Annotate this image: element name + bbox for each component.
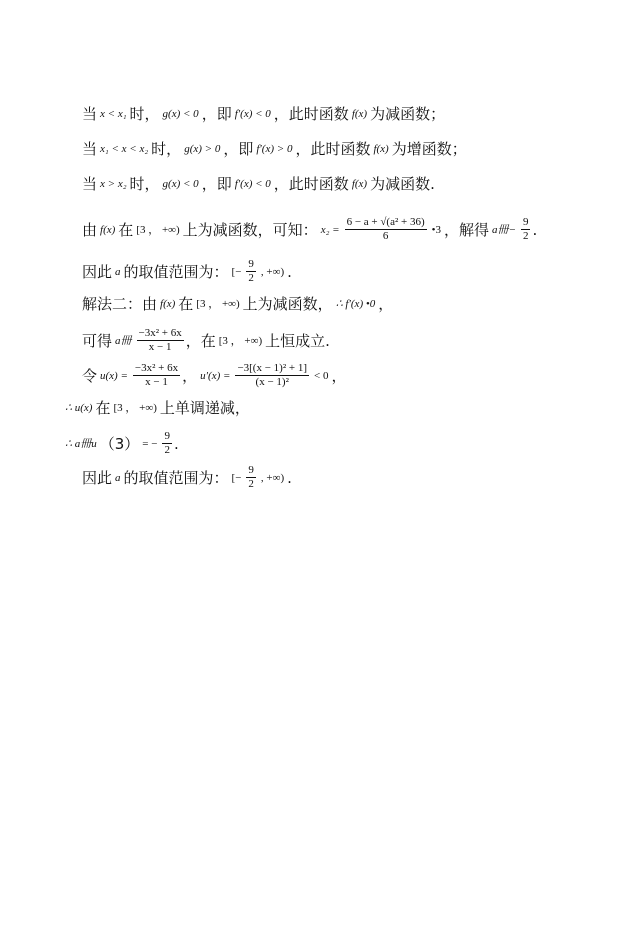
fraction [137,327,184,354]
solution-line-5 [82,258,292,285]
text-segment: . [287,262,292,281]
text-segment: 当 [82,140,98,158]
math-expression: [3 ， +∞) [136,223,180,236]
math-expression: g(x) < 0 [162,108,199,120]
fraction [235,362,309,389]
text-segment: 上单调递减， [159,399,250,417]
math-expression: ∴ a冊u [65,437,97,450]
text-segment: （3） [99,434,140,453]
math-expression: a [115,265,121,278]
fraction [133,362,180,389]
math-expression: g(x) > 0 [184,143,221,155]
math-expression: , +∞) [260,265,285,278]
math-expression: f′(x) < 0 [234,108,271,120]
text-segment: . [173,434,179,453]
text-segment: ，即 [201,175,232,193]
fraction-numerator: 9 [248,464,254,476]
text-segment: 在 [118,220,134,239]
fraction-numerator: −3x² + 6x [134,362,179,374]
math-expression: x < x₁ [100,108,127,120]
text-segment: 上为减函数，可知： [182,220,318,239]
text-segment: ，即 [223,140,254,158]
solution-line-7 [82,327,330,354]
text-segment: 的取值范围为： [123,262,229,281]
fraction-denominator: 6 [382,230,389,242]
text-segment: ，此时函数 [295,140,371,158]
text-segment: 时， [129,105,160,123]
text-segment: 因此 [82,262,113,281]
solution-line-11 [82,464,292,491]
text-segment: 可得 [82,331,113,350]
fraction-numerator: −3[(x − 1)² + 1] [237,362,307,374]
text-segment: ，解得 [443,220,489,239]
solution-line-6 [82,294,393,314]
text-segment: 上恒成立. [265,331,330,350]
math-expression: [− [231,471,242,484]
math-expression: f(x) [160,298,176,310]
math-expression: , +∞) [260,471,285,484]
math-expression: [3 ， +∞) [113,402,157,414]
math-expression: a [115,471,121,484]
text-segment: 在 [178,295,194,313]
fraction-numerator: 9 [522,216,529,228]
math-expression: [3 ， +∞) [218,334,263,347]
fraction [162,430,172,457]
math-expression: [3 ， +∞) [196,298,240,310]
text-segment: 时， [129,175,160,193]
text-segment: 因此 [82,468,113,487]
fraction [246,464,256,491]
solution-line-10 [62,430,179,457]
math-expression: f(x) [351,178,368,190]
math-expression: •3 [431,223,441,236]
text-segment: ，此时函数 [273,175,349,193]
fraction-numerator: 6 − a + √(a² + 36) [346,216,425,228]
fraction [246,258,256,285]
fraction-numerator: −3x² + 6x [138,327,182,339]
text-segment: 为增函数； [391,140,467,158]
text-segment: ，在 [185,331,216,350]
text-segment: 由 [82,220,98,239]
text-segment: 当 [82,105,98,123]
text-segment: ，即 [201,105,232,123]
text-segment: . [287,468,292,487]
math-expression: = − [142,437,158,450]
fraction-denominator: x − 1 [148,341,172,353]
solution-line-1 [82,104,445,124]
fraction-denominator: (x − 1)² [255,376,289,388]
fraction-denominator: 2 [248,272,254,284]
math-expression: a冊− [492,223,516,236]
math-expression: ∴ f′(x) •0 [335,298,376,310]
math-expression: a冊 [115,334,132,347]
solution-line-3 [82,174,435,194]
text-segment: 在 [95,399,111,417]
fraction-numerator: 9 [248,258,254,270]
math-expression: u′(x) = [200,369,231,382]
math-expression: f(x) [373,143,389,155]
text-segment: 时， [151,140,182,158]
solution-line-8 [82,362,346,389]
math-expression: x₁ < x < x₂ [100,143,149,155]
solution-line-9 [62,398,250,418]
text-segment: 为减函数. [370,175,435,193]
text-segment: ，此时函数 [273,105,349,123]
math-expression: x > x₂ [100,178,127,190]
text-segment: 为减函数； [370,105,446,123]
math-expression: < 0 [314,369,329,382]
fraction-denominator: 2 [248,478,254,490]
math-expression: f′(x) > 0 [256,143,293,155]
math-expression: f(x) [100,223,116,236]
text-segment: ， [331,366,347,385]
math-expression: u(x) = [100,369,128,382]
solution-line-2 [82,139,467,159]
text-segment: 当 [82,175,98,193]
text-segment: 令 [82,366,98,385]
math-expression: f′(x) < 0 [234,178,271,190]
fraction-denominator: x − 1 [145,376,168,388]
math-expression: [− [231,265,242,278]
text-segment: 解法二：由 [82,295,158,313]
fraction-numerator: 9 [164,430,170,442]
solution-line-4 [82,216,537,243]
text-segment: 上为减函数， [242,295,333,313]
fraction-denominator: 2 [522,230,529,242]
text-segment: . [532,220,538,239]
math-expression: x₂ = [320,223,340,236]
math-expression: ∴ u(x) [65,402,93,414]
fraction-denominator: 2 [164,444,170,456]
math-expression: g(x) < 0 [162,178,199,190]
text-segment: ， [378,295,394,313]
text-segment: ， [182,366,198,385]
fraction [345,216,427,243]
math-expression: f(x) [351,108,368,120]
fraction [521,216,531,243]
text-segment: 的取值范围为： [123,468,229,487]
